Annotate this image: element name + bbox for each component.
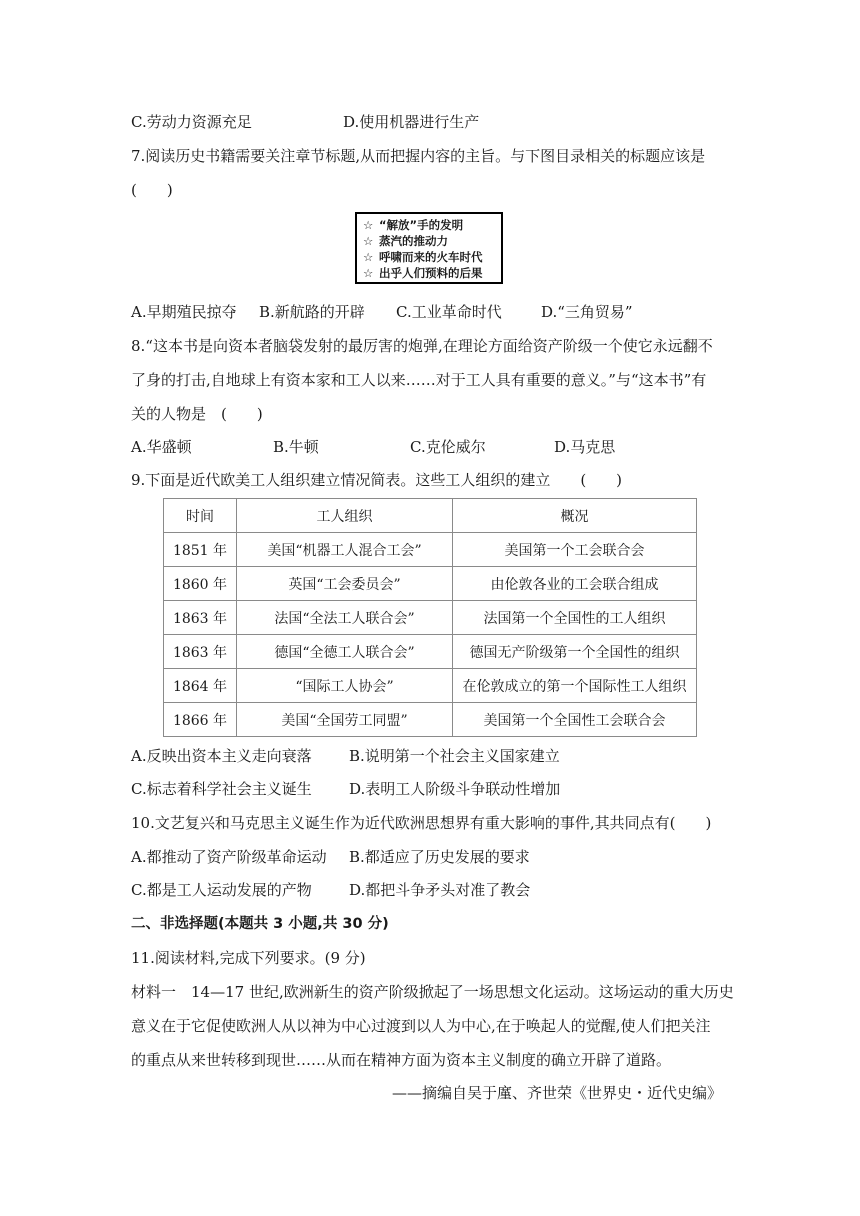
q8-option-b: B.牛顿	[273, 438, 319, 456]
q11-material-line3: 的重点从来世转移到现世……从而在精神方面为资本主义制度的确立开辟了道路。	[131, 1051, 672, 1069]
table-cell: 在伦敦成立的第一个国际性工人组织	[453, 669, 697, 703]
q8-stem-line3: 关的人物是 ( )	[131, 405, 263, 423]
table-cell: 美国“机器工人混合工会”	[237, 533, 453, 567]
table-cell: 由伦敦各业的工会联合组成	[453, 567, 697, 601]
q8-stem-line2: 了身的打击,自地球上有资本家和工人以来……对于工人具有重要的意义。”与“这本书”有	[131, 371, 707, 389]
table-cell: 1866 年	[164, 703, 237, 737]
table-row	[164, 533, 697, 567]
table-cell: 美国第一个全国性工会联合会	[453, 703, 697, 737]
q9-stem: 9.下面是近代欧美工人组织建立情况简表。这些工人组织的建立 ( )	[131, 471, 623, 489]
table-cell: “国际工人协会”	[237, 669, 453, 703]
worker-organization-table	[163, 498, 697, 737]
q7-stem-line2: ( )	[131, 181, 173, 199]
toc-item	[363, 233, 501, 249]
toc-item-label: “解放”手的发明	[379, 218, 464, 232]
toc-item-label: 蒸汽的推动力	[379, 234, 448, 248]
table-cell: 1863 年	[164, 635, 237, 669]
star-icon: ☆	[363, 234, 374, 248]
table-cell: 1864 年	[164, 669, 237, 703]
q11-material-line1: 材料一 14—17 世纪,欧洲新生的资产阶级掀起了一场思想文化运动。这场运动的重大历史	[131, 983, 734, 1001]
table-header-row	[164, 499, 697, 533]
toc-item-label: 呼啸而来的火车时代	[379, 250, 483, 264]
table-cell: 1851 年	[164, 533, 237, 567]
q9-option-b: B.说明第一个社会主义国家建立	[349, 747, 560, 765]
q6-option-c: C.劳动力资源充足	[131, 113, 252, 131]
toc-item	[363, 217, 501, 233]
q7-option-d: D.“三角贸易”	[541, 303, 633, 321]
q7-stem-line1: 7.阅读历史书籍需要关注章节标题,从而把握内容的主旨。与下图目录相关的标题应该是	[131, 147, 706, 165]
table-header: 概况	[453, 499, 697, 533]
table-row	[164, 601, 697, 635]
table-cell: 法国第一个全国性的工人组织	[453, 601, 697, 635]
table-cell: 德国“全德工人联合会”	[237, 635, 453, 669]
table-cell: 美国第一个工会联合会	[453, 533, 697, 567]
table-cell: 德国无产阶级第一个全国性的组织	[453, 635, 697, 669]
table-header: 工人组织	[237, 499, 453, 533]
star-icon: ☆	[363, 218, 374, 232]
q10-stem: 10.文艺复兴和马克思主义诞生作为近代欧洲思想界有重大影响的事件,其共同点有( )	[131, 814, 712, 832]
q7-option-b: B.新航路的开辟	[259, 303, 365, 321]
q11-source: ——摘编自吴于廑、齐世荣《世界史・近代史编》	[391, 1084, 722, 1102]
table-row	[164, 703, 697, 737]
table-row	[164, 669, 697, 703]
q9-option-c: C.标志着科学社会主义诞生	[131, 780, 312, 798]
table-header: 时间	[164, 499, 237, 533]
q8-stem-line1: 8.“这本书是向资本者脑袋发射的最厉害的炮弹,在理论方面给资产阶级一个使它永远翻不	[131, 337, 713, 355]
q8-option-a: A.华盛顿	[131, 438, 192, 456]
table-cell: 英国“工会委员会”	[237, 567, 453, 601]
q8-option-c: C.克伦威尔	[410, 438, 486, 456]
q7-option-c: C.工业革命时代	[396, 303, 502, 321]
q6-option-d: D.使用机器进行生产	[343, 113, 480, 131]
table-cell: 美国“全国劳工同盟”	[237, 703, 453, 737]
q7-contents-figure	[355, 212, 503, 284]
section-title: 二、非选择题(本题共 3 小题,共 30 分)	[131, 916, 389, 932]
star-icon: ☆	[363, 266, 374, 280]
table-cell: 1863 年	[164, 601, 237, 635]
toc-item	[363, 265, 501, 281]
q11-stem: 11.阅读材料,完成下列要求。(9 分)	[131, 949, 366, 967]
q7-option-a: A.早期殖民掠夺	[131, 303, 237, 321]
q10-option-b: B.都适应了历史发展的要求	[349, 848, 530, 866]
toc-item-label: 出乎人们预料的后果	[379, 266, 483, 280]
q11-material-line2: 意义在于它促使欧洲人从以神为中心过渡到以人为中心,在于唤起人的觉醒,使人们把关注	[131, 1017, 711, 1035]
q10-option-c: C.都是工人运动发展的产物	[131, 881, 312, 899]
table-row	[164, 567, 697, 601]
q9-option-d: D.表明工人阶级斗争联动性增加	[349, 780, 561, 798]
table-row	[164, 635, 697, 669]
q10-option-a: A.都推动了资产阶级革命运动	[131, 848, 327, 866]
q9-option-a: A.反映出资本主义走向衰落	[131, 747, 312, 765]
toc-item	[363, 249, 501, 265]
table-cell: 法国“全法工人联合会”	[237, 601, 453, 635]
table-cell: 1860 年	[164, 567, 237, 601]
q8-option-d: D.马克思	[554, 438, 616, 456]
star-icon: ☆	[363, 250, 374, 264]
q10-option-d: D.都把斗争矛头对准了教会	[349, 881, 531, 899]
